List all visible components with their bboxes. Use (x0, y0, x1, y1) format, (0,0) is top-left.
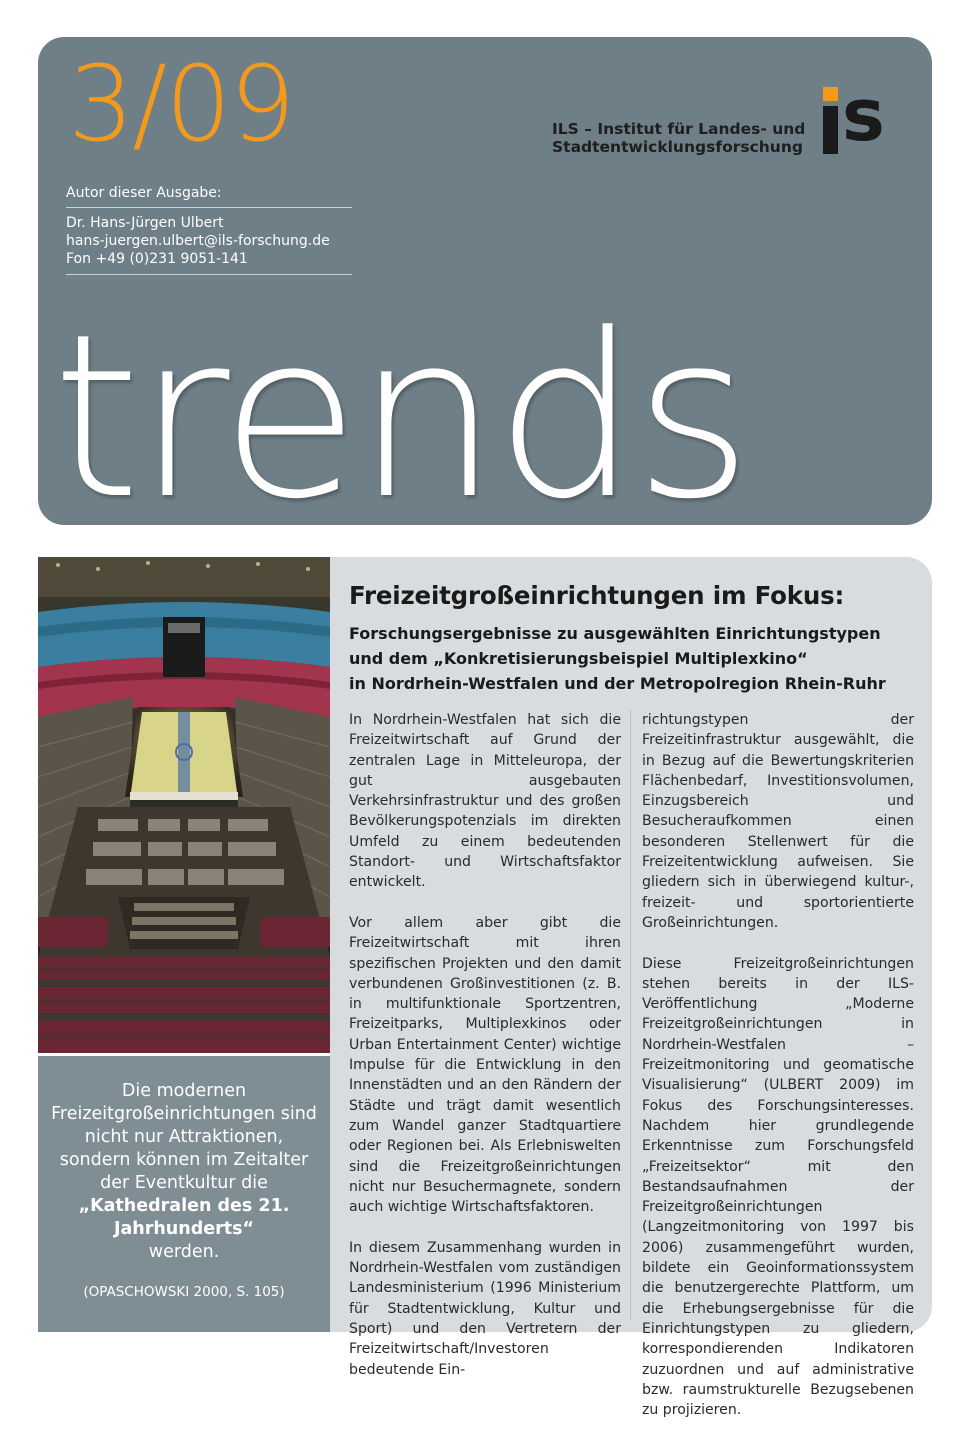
quote-emphasis: „Kathedralen des 21. Jahrhunderts“ (78, 1196, 290, 1239)
masthead-trends: trends (52, 286, 749, 549)
header-panel (38, 37, 932, 549)
logo-s: s (842, 73, 885, 157)
institute-name (552, 120, 814, 156)
column-divider (630, 710, 631, 1320)
author-box (66, 185, 352, 275)
author-label: Autor dieser Ausgabe: (66, 185, 352, 208)
author-phone: Fon +49 (0)231 9051-141 (66, 251, 248, 267)
article-subtitle (349, 621, 909, 696)
logo-dot (823, 87, 838, 101)
issue-number: 3/09 (68, 43, 294, 165)
quote-text: Die modernen Freizeitgroßeinrichtungen sind nicht nur Attraktionen, sondern können im Zeitalter der Eventkultur die (51, 1081, 317, 1193)
subtitle-line: und dem „Konkretisierungsbeispiel Multiplexkino“ (349, 649, 808, 668)
body-paragraph: In Nordrhein-Westfalen hat sich die Freizeitwirtschaft auf Grund der zentralen Lage in Mitteleuropa, der gut ausgebauten Verkehrsinfrastruktur und des großen Bevölkerungspotenzials im direkten Umfeld zu einem bedeutenden Standort- und Wirtschaftsfaktor entwickelt. (349, 712, 621, 891)
institute-line-2: Stadtentwicklungsforschung (552, 138, 803, 156)
arena-photo (38, 557, 330, 1053)
author-name: Dr. Hans-Jürgen Ulbert (66, 215, 224, 231)
body-paragraph: Vor allem aber gibt die Freizeitwirtschaft mit ihren spezifischen Projekten und den damit verbundenen Großinvestitionen (z. B. in multifunktionale Sportzentren, Freizeitparks, Multiplexkinos oder Urban Entertainment Center) wichtige Impulse für die Entwicklung in den Innenstädten und an den Rändern der Städte und trägt damit wesentlich zum Wandel ganzer Stadtquartiere oder Regionen bei. Als Erlebniswelten sind die Freizeitgroßeinrichtungen nicht nur Besuchermagnete, sondern auch wichtige Wirtschaftsfaktoren. (349, 914, 621, 1216)
body-column-right (642, 710, 914, 1441)
ils-logo (818, 73, 910, 159)
subtitle-line: in Nordrhein-Westfalen und der Metropolregion Rhein-Ruhr (349, 674, 886, 693)
arena-image (38, 557, 330, 1053)
logo-bar (823, 106, 838, 154)
quote-end: werden. (148, 1242, 220, 1262)
institute-line-1: ILS – Institut für Landes- und (552, 120, 806, 138)
quote-source: (OPASCHOWSKI 2000, S. 105) (83, 1284, 285, 1300)
pull-quote (48, 1080, 320, 1264)
body-paragraph: richtungstypen der Freizeitinfrastruktur ausgewählt, die in Bezug auf die Bewertungskriterien Flächenbedarf, Investitionsvolumen, Einzugsbereich und Besucheraufkommen einen besonderen Stellenwert für die Freizeitentwicklung aufweisen. Sie gliedern sich in überwiegend kultur-, freizeit- und sportorientierte Großeinrichtungen. (642, 712, 914, 931)
article-panel (38, 557, 932, 1419)
article-title: Freizeitgroßeinrichtungen im Fokus: (349, 581, 845, 610)
body-paragraph: Diese Freizeitgroßeinrichtungen stehen bereits in der ILS-Veröffentlichung „Moderne Freizeitgroßeinrichtungen in Nordrhein-Westfalen – Freizeitmonitoring und geomatische Visualisierung“ (ULBERT 2009) im Fokus des Forschungsinteresses. Nachdem hier grundlegende Erkenntnisse zum Forschungsfeld „Freizeitsektor“ mit den Bestandsaufnahmen der Freizeitgroßeinrichtungen (Langzeitmonitoring von 1997 bis 2006) zusammengeführt wurden, bildete ein Geoinformationssystem die benutzergerechte Plattform, um die Erhebungsergebnisse für die Einrichtungstypen zu gliedern, korrespondierenden Indikatoren zuzuordnen und auf administrative bzw. raumstrukturelle Bezugsebenen zu projizieren. (642, 955, 914, 1419)
quote-box (38, 1056, 330, 1332)
author-contact (66, 208, 352, 275)
body-paragraph: In diesem Zusammenhang wurden in Nordrhein-Westfalen vom zuständigen Landesministerium (1996 Ministerium für Stadtentwicklung, Kultur und Sport) und den Vertretern der Freizeitwirtschaft/Investoren bedeutende Ein- (349, 1239, 621, 1378)
subtitle-line: Forschungsergebnisse zu ausgewählten Einrichtungstypen (349, 624, 881, 643)
author-email: hans-juergen.ulbert@ils-forschung.de (66, 233, 330, 249)
body-column-left (349, 710, 621, 1400)
